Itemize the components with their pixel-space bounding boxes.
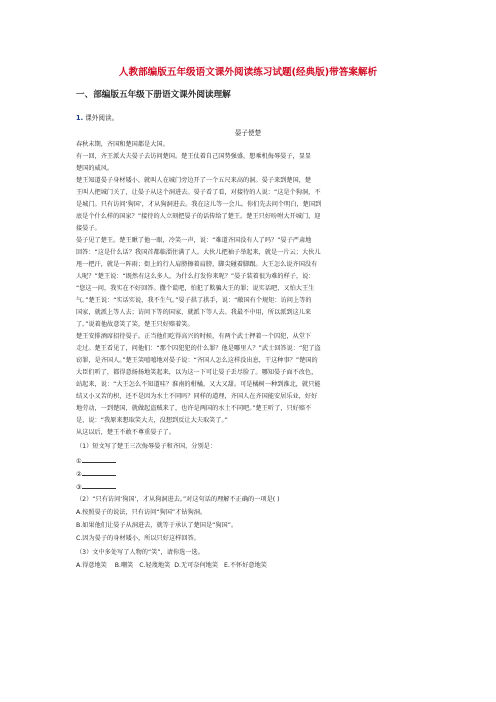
story-line: 楚王安排酒席招待晏子。正当他们吃得高兴的时候，有两个武士押着一个囚犯，从堂下 [76, 333, 312, 340]
story-line: 气。”楚王说：“实话实说，我不生气。”晏子拱了拱手，说：“敝国有个规矩：访问上等的 [76, 297, 312, 304]
story-line: 站起来，说：“大王怎么不知道哇？淮南的柑橘，又大又甜。可是橘树一种到淮北，就只能 [76, 381, 321, 388]
story-line: 晏子见了楚王。楚王瞅了他一眼，冷笑一声，说：“难道齐国没有人了吗？”晏子严肃地 [76, 237, 312, 244]
q1-blank-1[interactable] [76, 456, 116, 466]
q2-option-a[interactable]: A.按照晏子的说法，只有访问“狗国”才钻狗洞。 [76, 509, 207, 516]
story-line: 有一回，齐王派大夫晏子去访问楚国。楚王仗着自己国势强盛，想乘机侮辱晏子，显显 [76, 153, 312, 160]
story-line: 春秋末期，齐国和楚国都是大国。 [76, 141, 169, 148]
q3-option-a[interactable]: A.得意地笑 [76, 562, 107, 569]
q3-option-d[interactable]: D.无可奈何地笑 [174, 562, 219, 569]
q3-option-b[interactable]: B.嘲笑 [114, 562, 134, 569]
answer-blank[interactable] [82, 482, 116, 489]
story-line: 是，说：“我原来想取笑大夫，没想到反让大夫取笑了。” [76, 417, 228, 424]
story-line: 了。”说着他故意笑了笑，楚王只好赔着笑。 [76, 321, 194, 328]
story-line: 是城门。只有访问‘狗国’，才从狗洞进去。我在这儿等一会儿。你们先去问个明白，楚国到 [76, 201, 322, 208]
story-line: 从这以后，楚王不敢不尊重晏子了。 [76, 429, 175, 436]
story-title: 晏子使楚 [234, 129, 262, 137]
q1-blank-marker: ② [76, 471, 82, 478]
q2-option-c[interactable]: C.因为晏子的身材矮小，所以只好这样回答。 [76, 535, 200, 542]
story-line: 王叫人把城门关了，让晏子从这个洞进去。晏子看了看，对接待的人说：“这是个狗洞，不 [76, 189, 321, 196]
story-line: 走过。楚王看见了，问他们：“那个囚犯犯的什么罪？他是哪里人？”武士回答说：“犯了盗 [76, 345, 321, 352]
q3-options [76, 562, 267, 570]
story-line: 甩一把汗，就是一阵雨；街上的行人肩膀擦着肩膀，脚尖碰着脚跟。大王怎么说齐国没有 [76, 261, 318, 268]
story-line: 楚国的威风。 [76, 165, 114, 172]
story-line: 地劳动，一到楚国，就做起盗贼来了，也许是两国的水土不同吧。”楚王听了，只好赔不 [76, 405, 312, 412]
q3-option-c[interactable]: C.轻蔑地笑 [139, 562, 171, 569]
q2-prompt: （2）“只有访问‘狗国’，才从狗洞进去。”对这句话的理解不正确的一项是( ) [76, 496, 280, 503]
q1-prompt: （1）短文写了楚王三次侮辱晏子和齐国，分别是： [76, 443, 217, 450]
question-intro [76, 112, 118, 122]
answer-blank[interactable] [82, 456, 116, 463]
document-title: 人教部编版五年级语文课外阅读练习试题(经典版)带答案解析 [118, 67, 378, 78]
q1-blank-marker: ③ [76, 484, 82, 491]
q3-option-e[interactable]: E.不怀好意地笑 [223, 562, 267, 569]
q3-prompt: （3）文中多处写了人物的“笑”，请你选一选。 [76, 549, 204, 556]
q1-blank-marker: ① [76, 458, 82, 465]
story-line: 楚王知道晏子身材矮小，就叫人在城门旁边开了一个五尺来高的洞。晏子来到楚国，楚 [76, 177, 312, 184]
story-line: 回答：“这是什么话？我国首都临淄住满了人。大伙儿把袖子举起来，就是一片云；大伙儿 [76, 249, 321, 256]
q2-option-b[interactable]: B.如果他们让晏子从洞进去，就等于承认了楚国是“狗国”。 [76, 522, 238, 529]
answer-blank[interactable] [82, 469, 116, 476]
question-intro-text: 课外阅读。 [85, 114, 119, 122]
story-line: “您这一问，我实在不好回答。撒个谎吧，怕犯了欺骗大王的罪；说实话吧，又怕大王生 [76, 285, 315, 292]
q1-blank-3[interactable] [76, 482, 116, 492]
story-line: 国家，就派上等人去；访问下等的国家，就派下等人去。我最不中用，所以派到这儿来 [76, 309, 312, 316]
story-line: 结又小又苦的枳，还不是因为水土不同吗？同样的道理，齐国人在齐国能安居乐业，好好 [76, 393, 318, 400]
q1-blank-2[interactable] [76, 469, 116, 479]
story-line: 接晏子。 [76, 225, 101, 232]
story-line: 窃罪，是齐国人。”楚王笑嘻嘻地对晏子说：“齐国人怎么这样没出息，干这种事？”楚国的 [76, 357, 318, 364]
question-number: 1. [76, 114, 84, 122]
story-line: 大臣们听了，都得意扬扬地笑起来，以为这一下可让晏子丢尽脸了。哪知晏子面不改色， [76, 369, 318, 376]
story-line: 底是个什么样的国家？”接待的人立刻把晏子的话传给了楚王。楚王只好吩咐大开城门，迎 [76, 213, 321, 220]
story-line: 人呢？”楚王说：“既然有这么多人，为什么打发你来呢？”晏子装着很为难的样子，说： [76, 273, 315, 280]
section-heading: 一、部编版五年级下册语文课外阅读理解 [76, 90, 231, 100]
